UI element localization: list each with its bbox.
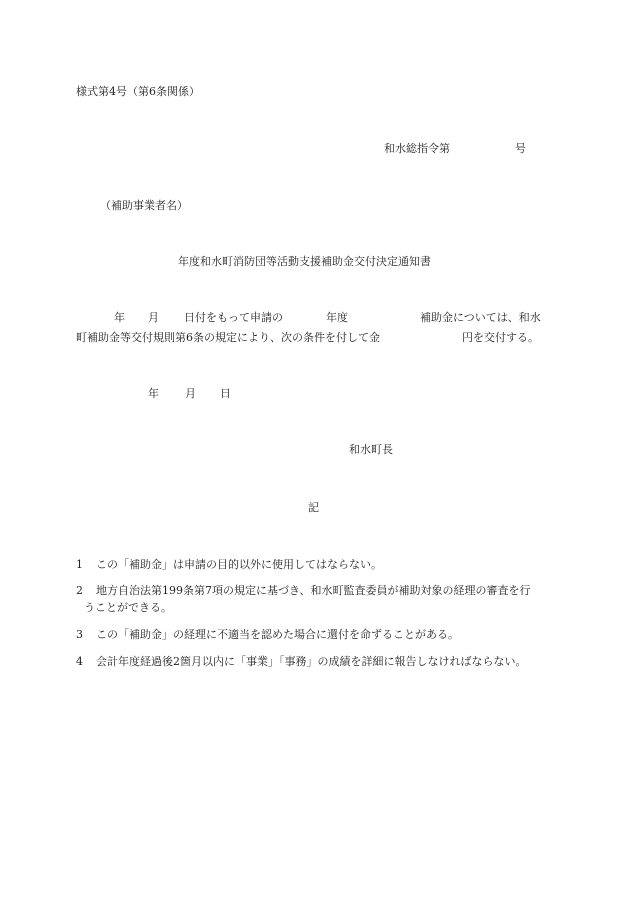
condition-text: 会計年度経過後2箇月以内に「事業」「事務」の成績を詳細に報告しなければならない。 bbox=[96, 655, 527, 668]
form-label: 様式第4号（第6条関係） bbox=[76, 85, 200, 98]
condition-4 bbox=[76, 653, 556, 670]
condition-3 bbox=[76, 626, 556, 643]
body-subsidy-clause: 補助金については、和水 bbox=[420, 311, 541, 324]
body-date-application: 日付をもって申請の bbox=[184, 311, 283, 324]
body-fiscal-year: 年度 bbox=[326, 311, 348, 324]
condition-text: この「補助金」は申請の目的以外に使用してはならない。 bbox=[96, 558, 382, 571]
condition-text-continued: うことができる。 bbox=[84, 601, 172, 614]
condition-1 bbox=[76, 556, 556, 573]
body-yen-clause: 円を交付する。 bbox=[462, 331, 539, 344]
condition-number: 4 bbox=[76, 655, 83, 668]
condition-number: 2 bbox=[76, 584, 83, 597]
ki-heading: 記 bbox=[308, 501, 319, 514]
recipient-name: （補助事業者名） bbox=[100, 199, 188, 212]
body-year: 年 bbox=[114, 311, 125, 324]
condition-text: この「補助金」の経理に不適当を認めた場合に還付を命ずることがある。 bbox=[96, 628, 459, 641]
date-year: 年 bbox=[148, 387, 159, 400]
document-number-suffix: 号 bbox=[515, 142, 526, 155]
date-month: 月 bbox=[185, 387, 196, 400]
condition-number: 3 bbox=[76, 628, 83, 641]
date-day: 日 bbox=[220, 387, 231, 400]
condition-text: 地方自治法第199条第7項の規定に基づき、和水町監査委員が補助対象の経理の審査を行 bbox=[96, 584, 531, 597]
document-title: 年度和水町消防団等活動支援補助金交付決定通知書 bbox=[178, 255, 431, 268]
body-month: 月 bbox=[148, 311, 159, 324]
body-line-2: 町補助金等交付規則第6条の規定により、次の条件を付して金 bbox=[76, 331, 380, 344]
condition-2 bbox=[76, 582, 556, 616]
condition-number: 1 bbox=[76, 558, 83, 571]
document-number-prefix: 和水総指令第 bbox=[384, 142, 450, 155]
issuer: 和水町長 bbox=[349, 443, 393, 456]
